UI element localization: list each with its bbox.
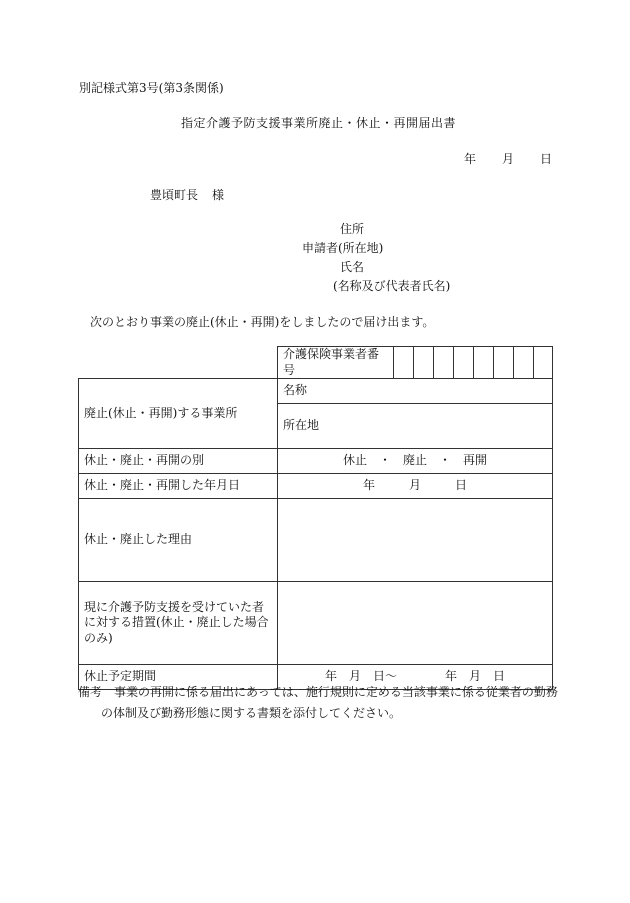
business-number-row: [79, 347, 553, 379]
business-number-digit[interactable]: [534, 347, 553, 379]
date-field-year: 年: [362, 478, 375, 493]
applicant-role-label: 申請者(所在地): [302, 241, 384, 255]
date-month-label: 月: [502, 152, 515, 166]
form-reference: 別記様式第3号(第3条関係): [79, 81, 224, 95]
measures-label: 現に介護予防支援を受けていた者に対する措置(休止・廃止した場合のみ): [79, 582, 278, 665]
intro-text: 次のとおり事業の廃止(休止・再開)をしましたので届け出ます。: [90, 315, 435, 329]
office-name-row: [79, 379, 553, 404]
business-number-digit[interactable]: [454, 347, 474, 379]
business-number-digit[interactable]: [394, 347, 414, 379]
type-label: 休止・廃止・再開の別: [79, 449, 278, 474]
date-year-label: 年: [464, 152, 477, 166]
measures-row: [79, 582, 553, 665]
date-row: [79, 474, 553, 499]
business-number-label: 介護保険事業者番号: [278, 347, 394, 379]
date-field-day: 日: [455, 478, 468, 493]
applicant-name-note: (名称及び代表者氏名): [333, 279, 451, 293]
document-title: 指定介護予防支援事業所廃止・休止・再開届出書: [181, 116, 457, 130]
period-field[interactable]: 年 月 日～ 年 月 日: [278, 665, 553, 690]
addressee-name: 豊頃町長: [150, 188, 199, 202]
notification-table: [78, 346, 552, 690]
type-row: [79, 449, 553, 474]
date-field[interactable]: [278, 474, 553, 499]
applicant-name-label: 氏名: [340, 260, 365, 274]
reason-field[interactable]: [278, 499, 553, 582]
measures-field[interactable]: [278, 582, 553, 665]
office-address-label: 所在地: [283, 418, 320, 433]
addressee: [150, 189, 224, 201]
note-line-2: の体制及び勤務形態に関する書類を添付してください。: [101, 706, 402, 720]
blank-cell: [79, 347, 278, 379]
type-options[interactable]: 休止 ・ 廃止 ・ 再開: [278, 449, 553, 474]
reason-row: [79, 499, 553, 582]
office-name-field[interactable]: [278, 379, 553, 404]
business-number-digit[interactable]: [514, 347, 534, 379]
business-number-digit[interactable]: [474, 347, 494, 379]
reason-label: 休止・廃止した理由: [79, 499, 278, 582]
office-name-label: 名称: [283, 383, 308, 398]
period-label: 休止予定期間: [79, 665, 278, 690]
submission-date: [464, 153, 552, 165]
business-number-digit[interactable]: [414, 347, 434, 379]
office-address-field[interactable]: [278, 404, 553, 449]
applicant-address-label: 住所: [340, 222, 365, 236]
date-field-month: 月: [408, 478, 421, 493]
business-number-digit[interactable]: [494, 347, 514, 379]
note-line-1: 備考 事業の再開に係る届出にあっては、施行規則に定める当該事業に係る従業者の勤務: [78, 685, 558, 699]
addressee-honorific: 様: [212, 188, 225, 202]
office-label: 廃止(休止・再開)する事業所: [79, 379, 278, 449]
business-number-digit[interactable]: [434, 347, 454, 379]
date-label: 休止・廃止・再開した年月日: [79, 474, 278, 499]
date-day-label: 日: [540, 152, 553, 166]
